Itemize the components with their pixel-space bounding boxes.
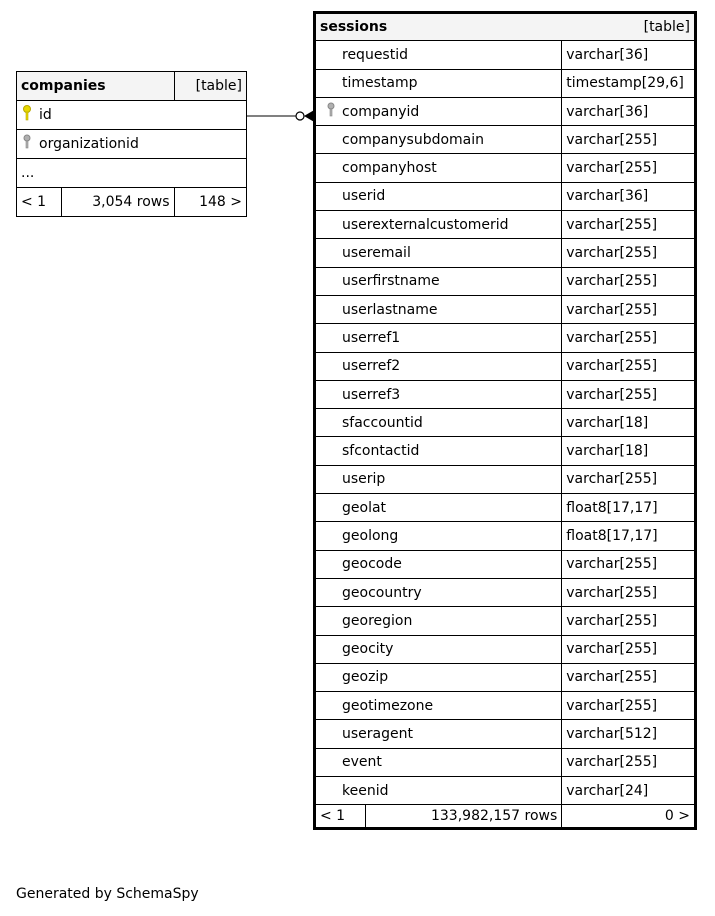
column-name: userid — [342, 188, 386, 205]
column-name: timestamp — [342, 75, 418, 92]
foreign-key-icon — [320, 101, 342, 123]
column-name: useragent — [342, 726, 413, 743]
column-type: varchar[255] — [562, 352, 696, 380]
column-name: id — [39, 107, 52, 123]
ellipsis: ... — [17, 159, 247, 188]
sessions-column-row[interactable] — [315, 607, 696, 635]
column-type: varchar[255] — [562, 607, 696, 635]
generator-credit: Generated by SchemaSpy — [16, 886, 199, 902]
sessions-footer — [315, 805, 696, 829]
column-name: companysubdomain — [342, 131, 485, 148]
column-type: varchar[512] — [562, 720, 696, 748]
column-name: organizationid — [39, 136, 139, 152]
sessions-column-row[interactable] — [315, 663, 696, 691]
column-type: varchar[255] — [562, 126, 696, 154]
column-type: varchar[255] — [562, 465, 696, 493]
column-name: geolat — [342, 499, 387, 516]
column-type: varchar[255] — [562, 324, 696, 352]
parents-count[interactable]: < 1 — [17, 188, 62, 217]
column-type: varchar[36] — [562, 41, 696, 69]
more-columns-row — [17, 159, 247, 188]
column-name: userref2 — [342, 358, 401, 375]
column-type: varchar[255] — [562, 663, 696, 691]
column-name: geotimezone — [342, 697, 434, 714]
column-type: varchar[255] — [562, 578, 696, 606]
sessions-column-row[interactable] — [315, 380, 696, 408]
children-count[interactable]: 148 > — [174, 188, 246, 217]
sessions-column-row[interactable] — [315, 154, 696, 182]
sessions-column-row[interactable] — [315, 182, 696, 210]
companies-kind: [table] — [174, 72, 246, 101]
column-name: userref1 — [342, 329, 401, 346]
column-type: timestamp[29,6] — [562, 69, 696, 97]
sessions-title[interactable]: sessions — [315, 13, 562, 41]
sessions-columns — [315, 41, 696, 805]
sessions-column-row[interactable] — [315, 494, 696, 522]
column-type: varchar[18] — [562, 437, 696, 465]
column-name: requestid — [342, 46, 408, 63]
primary-key-icon — [21, 104, 39, 126]
column-type: varchar[255] — [562, 380, 696, 408]
sessions-column-row[interactable] — [315, 69, 696, 97]
sessions-column-row[interactable] — [315, 720, 696, 748]
sessions-column-row[interactable] — [315, 211, 696, 239]
sessions-column-row[interactable] — [315, 324, 696, 352]
column-name: sfcontactid — [342, 443, 420, 460]
sessions-column-row[interactable] — [315, 550, 696, 578]
parents-count[interactable]: < 1 — [315, 805, 366, 829]
column-name: userfirstname — [342, 273, 440, 290]
column-type: varchar[36] — [562, 182, 696, 210]
row-count: 3,054 rows — [61, 188, 174, 217]
column-name: geocode — [342, 556, 402, 573]
children-count[interactable]: 0 > — [562, 805, 696, 829]
sessions-column-row[interactable] — [315, 295, 696, 323]
column-name: companyid — [342, 103, 420, 120]
column-type: varchar[255] — [562, 295, 696, 323]
column-name: event — [342, 754, 382, 771]
companies-header — [17, 72, 247, 101]
column-name: georegion — [342, 612, 413, 629]
column-name: companyhost — [342, 160, 437, 177]
column-name: useremail — [342, 245, 411, 262]
sessions-header — [315, 13, 696, 41]
column-name: userexternalcustomerid — [342, 216, 509, 233]
column-type: varchar[255] — [562, 692, 696, 720]
column-name: userip — [342, 471, 386, 488]
sessions-column-row[interactable] — [315, 239, 696, 267]
sessions-column-row[interactable] — [315, 352, 696, 380]
sessions-column-row[interactable] — [315, 578, 696, 606]
sessions-column-row[interactable] — [315, 465, 696, 493]
sessions-column-row[interactable] — [315, 635, 696, 663]
companies-column-row[interactable] — [17, 101, 247, 130]
column-type: float8[17,17] — [562, 494, 696, 522]
sessions-column-row[interactable] — [315, 126, 696, 154]
foreign-key-icon — [21, 133, 39, 155]
sessions-column-row[interactable] — [315, 522, 696, 550]
sessions-column-row[interactable] — [315, 748, 696, 776]
sessions-column-row[interactable] — [315, 409, 696, 437]
column-type: varchar[255] — [562, 267, 696, 295]
column-name: userref3 — [342, 386, 401, 403]
companies-footer — [17, 188, 247, 217]
sessions-column-row[interactable] — [315, 41, 696, 69]
column-name: userlastname — [342, 301, 438, 318]
column-type: varchar[255] — [562, 635, 696, 663]
column-type: varchar[36] — [562, 97, 696, 125]
column-type: float8[17,17] — [562, 522, 696, 550]
column-name: geocity — [342, 641, 394, 658]
companies-title[interactable]: companies — [17, 72, 175, 101]
column-name: sfaccountid — [342, 414, 423, 431]
column-type: varchar[255] — [562, 211, 696, 239]
column-name: geozip — [342, 669, 389, 686]
sessions-column-row[interactable] — [315, 97, 696, 125]
column-type: varchar[255] — [562, 154, 696, 182]
column-name: geolong — [342, 527, 399, 544]
column-name: keenid — [342, 782, 389, 799]
sessions-column-row[interactable] — [315, 267, 696, 295]
companies-table[interactable] — [16, 71, 247, 217]
companies-column-row[interactable] — [17, 130, 247, 159]
column-type: varchar[255] — [562, 239, 696, 267]
row-count: 133,982,157 rows — [365, 805, 561, 829]
column-type: varchar[18] — [562, 409, 696, 437]
column-type: varchar[255] — [562, 748, 696, 776]
sessions-column-row[interactable] — [315, 437, 696, 465]
sessions-column-row[interactable] — [315, 777, 696, 805]
column-type: varchar[24] — [562, 777, 696, 805]
sessions-table[interactable] — [313, 11, 697, 830]
column-type: varchar[255] — [562, 550, 696, 578]
column-name: geocountry — [342, 584, 422, 601]
zero-marker — [296, 112, 304, 120]
sessions-column-row[interactable] — [315, 692, 696, 720]
sessions-kind: [table] — [562, 13, 696, 41]
